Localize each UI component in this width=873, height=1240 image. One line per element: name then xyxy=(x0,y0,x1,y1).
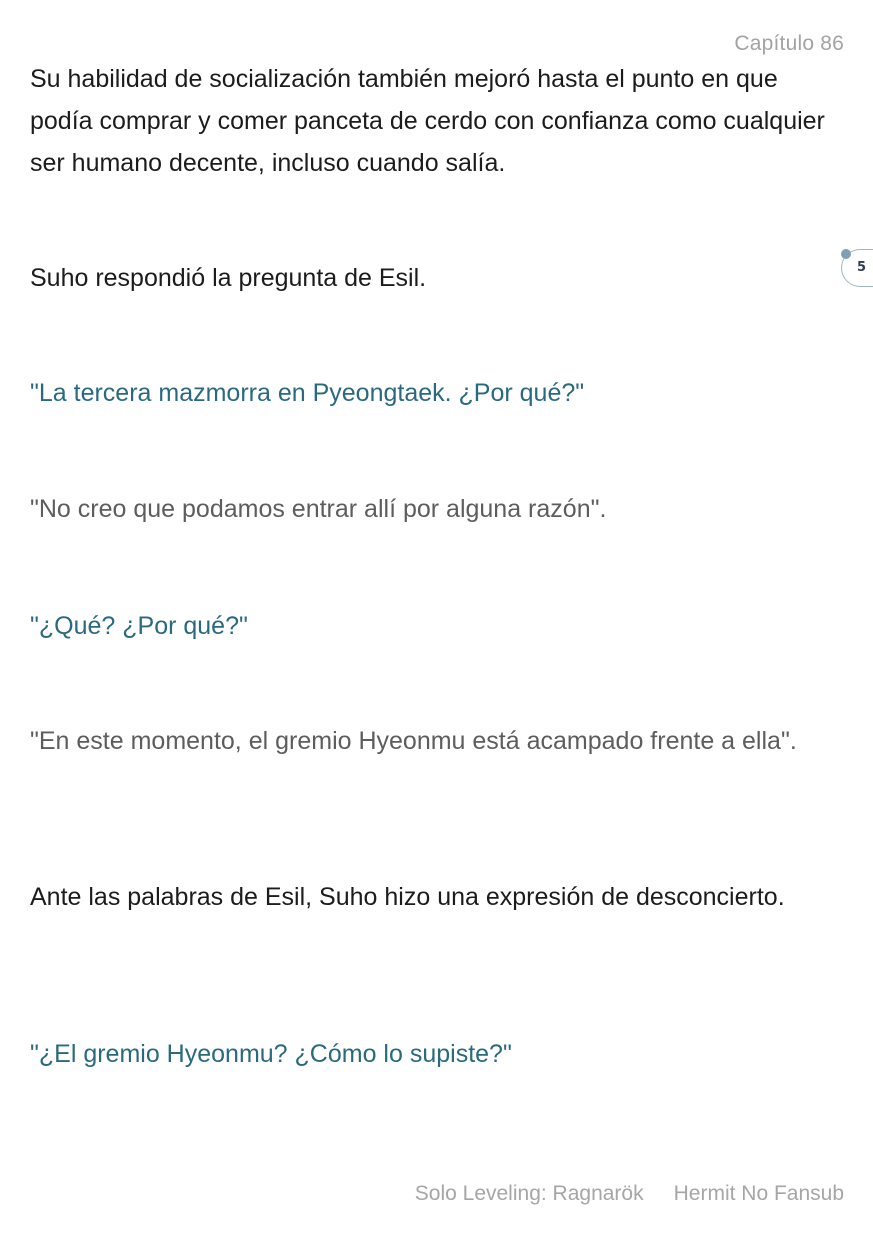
paragraph-3: "La tercera mazmorra en Pyeongtaek. ¿Por qué?" xyxy=(30,379,585,407)
paragraph-8: "¿El gremio Hyeonmu? ¿Cómo lo supiste?" xyxy=(30,1040,512,1068)
chapter-title: Capítulo 86 xyxy=(734,32,844,55)
paragraph-2: Suho respondió la pregunta de Esil. xyxy=(30,264,427,292)
book-title: Solo Leveling: Ragnarök xyxy=(414,1182,644,1205)
comment-indicator-dot xyxy=(841,249,851,259)
paragraph-6: "En este momento, el gremio Hyeonmu está acampado frente a ella". xyxy=(30,727,797,755)
translator-name: Hermit No Fansub xyxy=(673,1182,844,1205)
paragraph-5: "¿Qué? ¿Por qué?" xyxy=(30,612,248,640)
comment-count: 5 xyxy=(857,260,867,275)
paragraph-4: "No creo que podamos entrar allí por alguna razón". xyxy=(30,495,607,523)
paragraph-1: Su habilidad de socialización también mejoró hasta el punto en que podía comprar y comer panceta de cerdo con confianza como cualquier ser humano decente, incluso cuando salía. xyxy=(30,65,825,177)
footer xyxy=(415,1182,844,1206)
paragraph-7: Ante las palabras de Esil, Suho hizo una expresión de desconcierto. xyxy=(30,883,785,911)
